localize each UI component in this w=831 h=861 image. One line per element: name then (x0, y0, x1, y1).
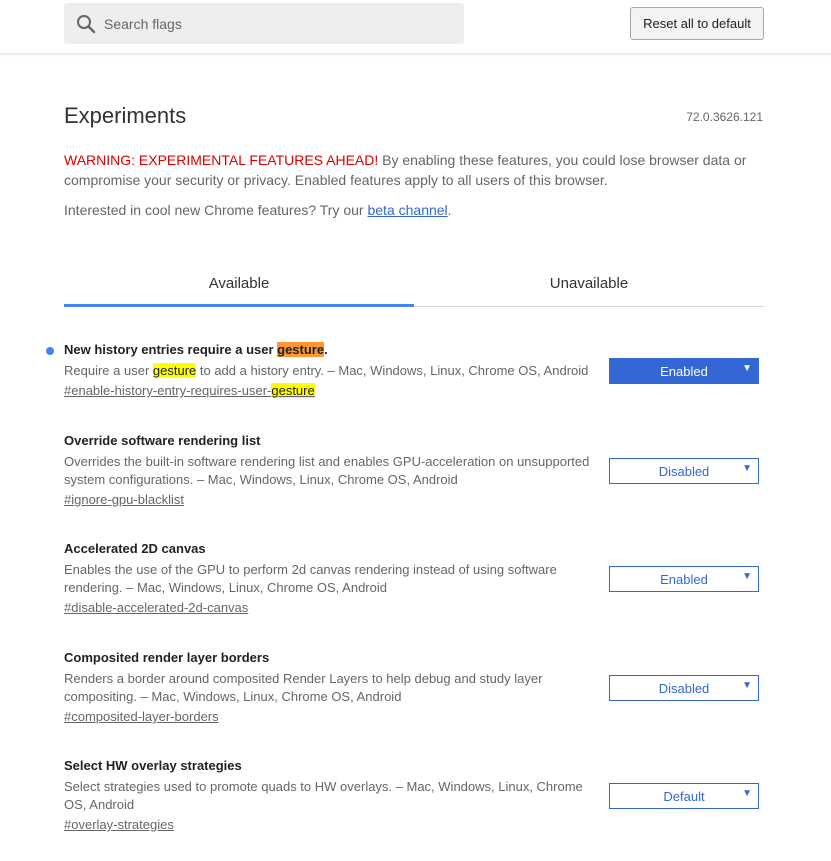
desc-text: to add a history entry. – Mac, Windows, Linux, Chrome OS, Android (196, 363, 589, 378)
experiment-state-select[interactable] (609, 783, 759, 809)
experiment-description (64, 362, 594, 380)
top-bar (0, 0, 831, 54)
tab-unavailable[interactable]: Unavailable (549, 274, 629, 292)
select-value: Enabled (660, 571, 708, 587)
select-value: Enabled (660, 363, 708, 379)
experiment-item (64, 341, 764, 400)
experiment-name: Composited render layer borders (64, 650, 270, 665)
page-title: Experiments (64, 103, 187, 128)
search-highlight-active: gesture (277, 342, 325, 357)
desc-text: Require a user (64, 363, 153, 378)
warning-message (64, 150, 754, 190)
experiment-name: Accelerated 2D canvas (64, 541, 206, 556)
beta-channel-note (64, 202, 452, 218)
name-text: . (324, 342, 328, 357)
experiment-name: Select HW overlay strategies (64, 758, 242, 773)
select-value: Disabled (658, 463, 710, 479)
experiment-state-select[interactable] (609, 566, 759, 592)
experiment-description: Enables the use of the GPU to perform 2d canvas rendering instead of using software rendering. – Mac, Windows, Linux, Chrome OS, Android (64, 562, 557, 595)
tab-bar (64, 262, 764, 307)
experiment-link[interactable] (64, 382, 315, 400)
reset-all-button[interactable]: Reset all to default (630, 7, 764, 40)
experiment-state-select[interactable] (609, 675, 759, 701)
select-value: Default (663, 788, 705, 804)
name-text: New history entries require a user (64, 342, 278, 357)
experiment-item (64, 757, 764, 834)
link-text: #enable-history-entry-requires-user- (64, 383, 272, 398)
experiment-name (64, 341, 764, 359)
select-value: Disabled (658, 680, 710, 696)
experiment-state-select[interactable] (609, 458, 759, 484)
warning-heading: WARNING: EXPERIMENTAL FEATURES AHEAD! (64, 152, 379, 168)
chevron-down-icon: ▼ (742, 680, 752, 691)
search-highlight: gesture (271, 383, 315, 398)
search-box[interactable] (64, 3, 464, 44)
experiment-link[interactable]: #composited-layer-borders (64, 709, 219, 724)
warning-text: By enabling these features, you could lose browser data or compromise your security or privacy. Enabled features apply to all users of this browser. (64, 152, 747, 188)
experiment-description: Select strategies used to promote quads to HW overlays. – Mac, Windows, Linux, Chrome OS, Android (64, 779, 583, 812)
experiment-item (64, 540, 764, 617)
experiment-item (64, 649, 764, 726)
modified-dot-icon (46, 347, 54, 355)
experiment-description: Overrides the built-in software rendering list and enables GPU-acceleration on unsupported system configurations. – Mac, Windows, Linux, Chrome OS, Android (64, 454, 590, 487)
beta-channel-link[interactable]: beta channel (367, 202, 448, 218)
chevron-down-icon: ▼ (742, 463, 752, 474)
version-label: 72.0.3626.121 (686, 110, 763, 124)
experiment-description: Renders a border around composited Render Layers to help debug and study layer compositing. – Mac, Windows, Linux, Chrome OS, Android (64, 671, 543, 704)
beta-note-suffix: . (447, 202, 452, 218)
experiment-name: Override software rendering list (64, 433, 261, 448)
search-highlight: gesture (152, 363, 197, 378)
experiment-link[interactable]: #ignore-gpu-blacklist (64, 492, 184, 507)
experiment-state-select[interactable] (609, 358, 759, 384)
search-input[interactable] (102, 15, 436, 33)
chevron-down-icon: ▼ (742, 788, 752, 799)
beta-note-text: Interested in cool new Chrome features? Try our (64, 202, 368, 218)
chevron-down-icon: ▼ (742, 571, 752, 582)
experiment-link[interactable]: #disable-accelerated-2d-canvas (64, 600, 249, 615)
experiment-link[interactable]: #overlay-strategies (64, 817, 174, 832)
search-icon (76, 14, 96, 34)
chevron-down-icon: ▼ (742, 363, 752, 374)
tab-available[interactable]: Available (64, 262, 414, 307)
experiment-item (64, 432, 764, 509)
